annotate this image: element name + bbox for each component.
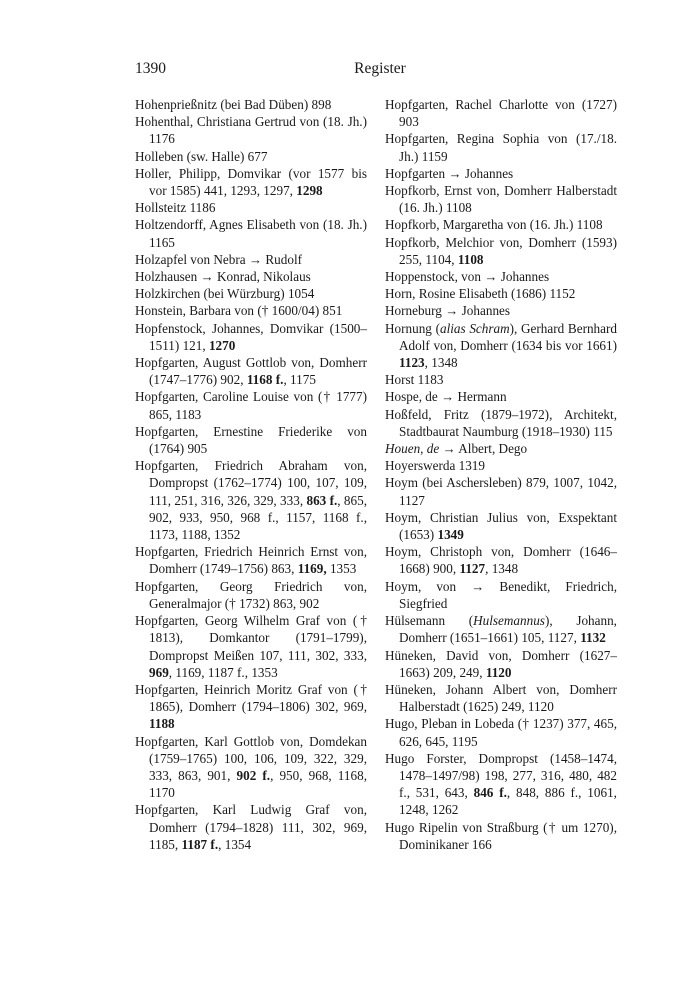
index-entry (385, 612, 617, 646)
bold-page-ref: 1349 (437, 527, 464, 543)
index-entry (385, 320, 617, 372)
entry-text: Hoym (bei Aschersleben) 879, 1007, 1042, 1127 (385, 475, 617, 508)
entry-text: Honstein, Barbara von († 1600/04) 851 (135, 303, 343, 319)
entry-text: Hopfgarten, Karl Gottlob von, Domdekan (1759–1765) 100, 106, 109, 322, 329, 333, 863, 901, (135, 733, 367, 783)
entry-text: Holleben (sw. Halle) 677 (135, 148, 268, 164)
entry-text: Hopfkorb, Melchior von, Domherr (1593) 255, 1104, (385, 234, 617, 267)
entry-text: Hülsemann ( (385, 613, 474, 629)
entry-text: Hopfgarten, Heinrich Moritz Graf von († 1865), Domherr (1794–1806) 302, 969, (135, 681, 367, 715)
index-entry (135, 388, 367, 422)
index-entry (135, 302, 367, 319)
index-entry (135, 681, 367, 733)
index-entry (385, 182, 617, 216)
index-entry (135, 199, 367, 216)
bold-page-ref: 1120 (485, 664, 512, 680)
bold-page-ref: 902 f. (236, 767, 271, 783)
index-entry (135, 268, 367, 285)
entry-text: Hopfgarten, Georg Friedrich von, Generalmajor († 1732) 863, 902 (135, 578, 367, 611)
entry-text: Hugo Forster, Dompropst (1458–1474, 1478–1497/98) 198, 277, 316, 480, 482 f., 531, 643, (385, 750, 617, 801)
index-entry (385, 371, 617, 388)
index-entry (385, 578, 617, 612)
entry-text: Hoym, Christian Julius von, Exspektant (1653) (385, 509, 617, 543)
entry-text: , 865, 902, 933, 950, 968 f., 1157, 1168 f., 1173, 1188, 1352 (149, 492, 368, 543)
entry-text: → Albert, Dego (439, 441, 528, 457)
entry-text: Horneburg → Johannes (385, 303, 511, 319)
italic-text: alias Schram (439, 320, 510, 336)
italic-text: Hulsemannus (473, 613, 545, 629)
index-entry (135, 354, 367, 388)
index-column-left (135, 96, 367, 853)
index-entry (135, 251, 367, 268)
index-entry (385, 406, 617, 440)
entry-text: , 950, 968, 1168, 1170 (149, 767, 367, 801)
entry-text: ), Johann, Domherr (1651–1661) 105, 1127, (399, 613, 617, 646)
index-entry (135, 543, 367, 577)
entry-text: Hohenthal, Christiana Gertrud von (18. Jh.) 1176 (135, 114, 367, 147)
italic-text: Houen, de (385, 441, 440, 457)
index-entry (135, 148, 367, 165)
index-entry (135, 612, 367, 681)
entry-text: Hopfgarten, Caroline Louise von († 1777) 865, 1183 (135, 389, 367, 422)
bold-page-ref: 1298 (296, 183, 323, 199)
entry-text: , 848, 886 f., 1061, 1248, 1262 (399, 785, 617, 818)
index-entry (385, 440, 617, 457)
entry-text: ), Gerhard Bernhard Adolf von, Domherr (1634 bis vor 1661) (399, 320, 617, 353)
bold-page-ref: 846 f. (473, 785, 507, 801)
index-entry (135, 320, 367, 354)
bold-page-ref: 969 (149, 664, 169, 680)
entry-text: Hopfgarten, Regina Sophia von (17./18. Jh.) 1159 (385, 131, 617, 164)
entry-text: Hospe, de → Hermann (385, 389, 507, 405)
entry-text: Hoym, Christoph von, Domherr (1646–1668) 900, (385, 544, 617, 577)
entry-text: Holzkirchen (bei Würzburg) 1054 (135, 286, 315, 302)
index-entry (385, 96, 617, 130)
entry-text: Hopfgarten, Friedrich Heinrich Ernst von, Domherr (1749–1756) 863, (135, 544, 367, 577)
index-entry (385, 216, 617, 233)
index-entry (385, 474, 617, 508)
index-entry (385, 543, 617, 577)
index-entry (135, 285, 367, 302)
running-head: Register (354, 60, 406, 77)
page-number: 1390 (135, 60, 166, 77)
entry-text: Holtzendorff, Agnes Elisabeth von (18. Jh.) 1165 (135, 217, 367, 250)
bold-page-ref: 1169, (297, 561, 327, 577)
entry-text: Hopfgarten, August Gottlob von, Domherr (1747–1776) 902, (135, 355, 367, 388)
index-entry (385, 268, 617, 285)
index-entry (385, 388, 617, 405)
bold-page-ref: 863 f. (306, 492, 338, 508)
index-entry (385, 509, 617, 543)
bold-page-ref: 1123 (399, 355, 425, 371)
index-entry (385, 715, 617, 749)
entry-text: Horn, Rosine Elisabeth (1686) 1152 (385, 286, 576, 302)
index-entry (135, 96, 367, 113)
entry-text: , 1348 (424, 355, 458, 371)
bold-page-ref: 1270 (208, 337, 236, 353)
index-entry (135, 216, 367, 250)
entry-text: Hopfkorb, Ernst von, Domherr Halberstadt (16. Jh.) 1108 (385, 183, 617, 216)
index-entry (385, 234, 617, 268)
entry-text: Hopfgarten, Karl Ludwig Graf von, Domherr (1794–1828) 111, 302, 969, 1185, (135, 802, 367, 852)
index-entry (135, 457, 367, 543)
bold-page-ref: 1168 f. (246, 372, 284, 388)
entry-text: Hoym, von → Benedikt, Friedrich, Siegfried (385, 578, 617, 611)
index-entry (135, 801, 367, 853)
index-entry (385, 302, 617, 319)
bold-page-ref: 1187 f. (181, 836, 219, 852)
entry-text: Hoßfeld, Fritz (1879–1972), Architekt, Stadtbaurat Naumburg (1918–1930) 115 (385, 406, 617, 439)
entry-text: 1353 (326, 561, 357, 577)
entry-text: Hopfgarten → Johannes (385, 165, 514, 181)
bold-page-ref: 1127 (459, 561, 486, 577)
entry-text: , 1169, 1187 f., 1353 (168, 664, 278, 680)
entry-text: Hopfgarten, Rachel Charlotte von (1727) 903 (385, 97, 617, 130)
index-entry (385, 285, 617, 302)
entry-text: Hoppenstock, von → Johannes (385, 269, 550, 285)
index-entry (385, 457, 617, 474)
index-entry (385, 647, 617, 681)
bold-page-ref: 1188 (149, 716, 175, 732)
entry-text: Hoyerswerda 1319 (385, 458, 485, 474)
entry-text: Hopfgarten, Friedrich Abraham von, Dompropst (1762–1774) 100, 107, 109, 111, 251, 316, 326, 329, 333, (135, 458, 367, 508)
index-entry (135, 423, 367, 457)
entry-text: Hugo, Pleban in Lobeda († 1237) 377, 465, 626, 645, 1195 (385, 716, 617, 749)
index-entry (385, 681, 617, 715)
index-column-right (385, 96, 617, 853)
index-entry (135, 165, 367, 199)
entry-text: , 1175 (283, 372, 316, 388)
entry-text: Holzapfel von Nebra → Rudolf (135, 251, 302, 267)
entry-text: Hohenprießnitz (bei Bad Düben) 898 (135, 97, 332, 112)
entry-text: Hüneken, David von, Domherr (1627–1663) 209, 249, (385, 647, 617, 680)
bold-page-ref: 1132 (580, 630, 606, 646)
entry-text: Hornung ( (385, 320, 440, 336)
index-entry (385, 130, 617, 164)
entry-text: Holzhausen → Konrad, Nikolaus (135, 269, 311, 285)
bold-page-ref: 1108 (457, 251, 484, 267)
index-entry (385, 750, 617, 819)
entry-text: Hollsteitz 1186 (135, 200, 216, 216)
index-entry (135, 733, 367, 802)
entry-text: Hopfenstock, Johannes, Domvikar (1500–1511) 121, (135, 320, 367, 353)
entry-text: Hopfkorb, Margaretha von (16. Jh.) 1108 (385, 217, 603, 233)
entry-text: Hopfgarten, Ernestine Friederike von (1764) 905 (135, 423, 367, 457)
entry-text: , 1348 (485, 561, 519, 577)
index-entry (385, 819, 617, 853)
index-entry (135, 578, 367, 612)
index-entry (135, 113, 367, 147)
entry-text: Hopfgarten, Georg Wilhelm Graf von († 1813), Domkantor (1791–1799), Dompropst Meißen 107, 111, 302, 333, (135, 613, 367, 663)
entry-text: Horst 1183 (385, 372, 444, 388)
entry-text: Holler, Philipp, Domvikar (vor 1577 bis vor 1585) 441, 1293, 1297, (135, 165, 367, 199)
index-entry (385, 165, 617, 182)
entry-text: , 1354 (218, 836, 252, 852)
entry-text: Hugo Ripelin von Straßburg († um 1270), Dominikaner 166 (385, 819, 617, 852)
entry-text: Hüneken, Johann Albert von, Domherr Halberstadt (1625) 249, 1120 (385, 681, 617, 715)
